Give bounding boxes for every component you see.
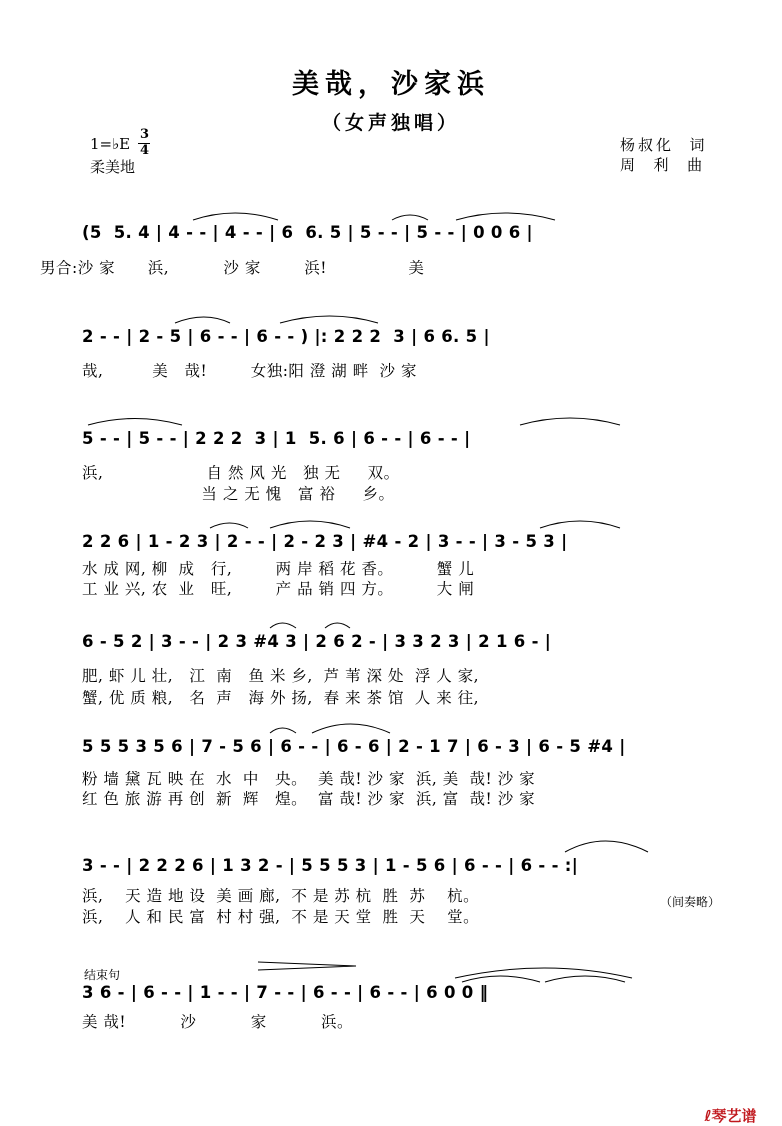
tie-row2-b <box>280 316 378 323</box>
score-row-8-notes: 3 6 - | 6 - - | 1 - - | 7 - - | 6 - - | 6 - - | 6 0 0 ‖ <box>82 983 489 1002</box>
page-subtitle: （女声独唱） <box>321 112 460 134</box>
tie-row4-b <box>270 521 350 528</box>
score-row-1-notes: (5 5. 4 | 4 - - | 4 - - | 6 6. 5 | 5 - - | 5 - - | 0 0 6 | <box>82 223 533 242</box>
score-row-2-lyric-1: 哉, 美 哉! 女独:阳 澄 湖 畔 沙 家 <box>82 362 417 380</box>
slur-row5-a <box>270 623 296 628</box>
tie-row1-c <box>456 213 555 220</box>
tie-row4-c <box>540 521 620 528</box>
composer-credit: 周 利 曲 <box>620 156 706 174</box>
page-title: 美哉，沙家浜 <box>292 69 490 100</box>
score-row-5-lyric-1: 肥, 虾 儿 壮, 江 南 鱼 米 乡, 芦 苇 深 处 浮 人 家, <box>82 667 480 685</box>
logo-text: 琴艺谱 <box>711 1107 757 1125</box>
score-row-4-lyric-2: 工 业 兴, 农 业 旺, 产 品 销 四 方。 大 闸 <box>82 580 475 598</box>
tie-row1-a <box>193 213 278 220</box>
score-row-8-lyric-1: 美 哉! 沙 家 浜。 <box>82 1013 353 1031</box>
ending-label: 结束句 <box>84 968 121 982</box>
score-row-3-lyric-1: 浜, 自 然 风 光 独 无 双。 <box>82 464 400 482</box>
time-signature-top: 3 <box>140 127 150 142</box>
slur-row4-a <box>210 523 248 528</box>
site-logo <box>694 1087 757 1126</box>
key-signature: 1=♭E <box>90 135 131 153</box>
tie-row8-a <box>455 968 632 978</box>
score-row-7-lyric-1: 浜, 天 造 地 设 美 画 廊, 不 是 苏 杭 胜 苏 杭。 <box>82 887 480 905</box>
tie-row3-b <box>520 418 620 425</box>
interlude-note: （间奏略） <box>660 895 721 909</box>
score-row-4-notes: 2 2 6 | 1 - 2 3 | 2 - - | 2 - 2 3 | #4 - 2 | 3 - - | 3 - 5 3 | <box>82 532 568 551</box>
tie-row3-a <box>88 419 182 426</box>
slur-row6-a <box>270 728 296 733</box>
score-row-5-notes: 6 - 5 2 | 3 - - | 2 3 #4 3 | 2 6 2 - | 3 3 2 3 | 2 1 6 - | <box>82 632 552 651</box>
score-row-3-notes: 5 - - | 5 - - | 2 2 2 3 | 1 5. 6 | 6 - - | 6 - - | <box>82 429 471 448</box>
score-row-2-notes: 2 - - | 2 - 5 | 6 - - | 6 - - ) |: 2 2 2 3 | 6 6. 5 | <box>82 327 490 346</box>
tie-row2-a <box>175 317 230 323</box>
tie-row7-a <box>565 841 648 852</box>
score-row-7-notes: 3 - - | 2 2 2 6 | 1 3 2 - | 5 5 5 3 | 1 - 5 6 | 6 - - | 6 - - :| <box>82 856 579 875</box>
score-row-5-lyric-2: 蟹, 优 质 粮, 名 声 海 外 扬, 春 来 茶 馆 人 来 往, <box>82 689 480 707</box>
logo-mark-icon: ℓ <box>704 1107 712 1125</box>
tie-row8-b <box>462 976 540 982</box>
score-row-3-lyric-2: 当 之 无 愧 富 裕 乡。 <box>82 485 395 503</box>
score-row-7-lyric-2: 浜, 人 和 民 富 村 村 强, 不 是 天 堂 胜 天 堂。 <box>82 908 480 926</box>
slur-row5-b <box>325 623 350 628</box>
score-row-1-lyric-1: 男合:沙 家 浜, 沙 家 浜! 美 <box>40 259 425 277</box>
score-row-6-lyric-2: 红 色 旅 游 再 创 新 辉 煌。 富 哉! 沙 家 浜, 富 哉! 沙 家 <box>82 790 536 808</box>
lyricist-credit: 杨叔化 词 <box>620 136 708 154</box>
slur-row1-b <box>392 215 428 220</box>
score-row-6-notes: 5 5 5 3 5 6 | 7 - 5 6 | 6 - - | 6 - 6 | 2 - 1 7 | 6 - 3 | 6 - 5 #4 | <box>82 737 626 756</box>
tempo-marking: 柔美地 <box>90 158 136 176</box>
score-row-4-lyric-1: 水 成 网, 柳 成 行, 两 岸 稻 花 香。 蟹 儿 <box>82 560 475 578</box>
tie-row6-b <box>312 724 390 733</box>
score-row-6-lyric-1: 粉 墙 黛 瓦 映 在 水 中 央。 美 哉! 沙 家 浜, 美 哉! 沙 家 <box>82 770 536 788</box>
diminuendo-hairpin <box>258 962 356 970</box>
tie-row8-c <box>545 976 625 982</box>
time-signature-bottom: 4 <box>140 143 150 158</box>
